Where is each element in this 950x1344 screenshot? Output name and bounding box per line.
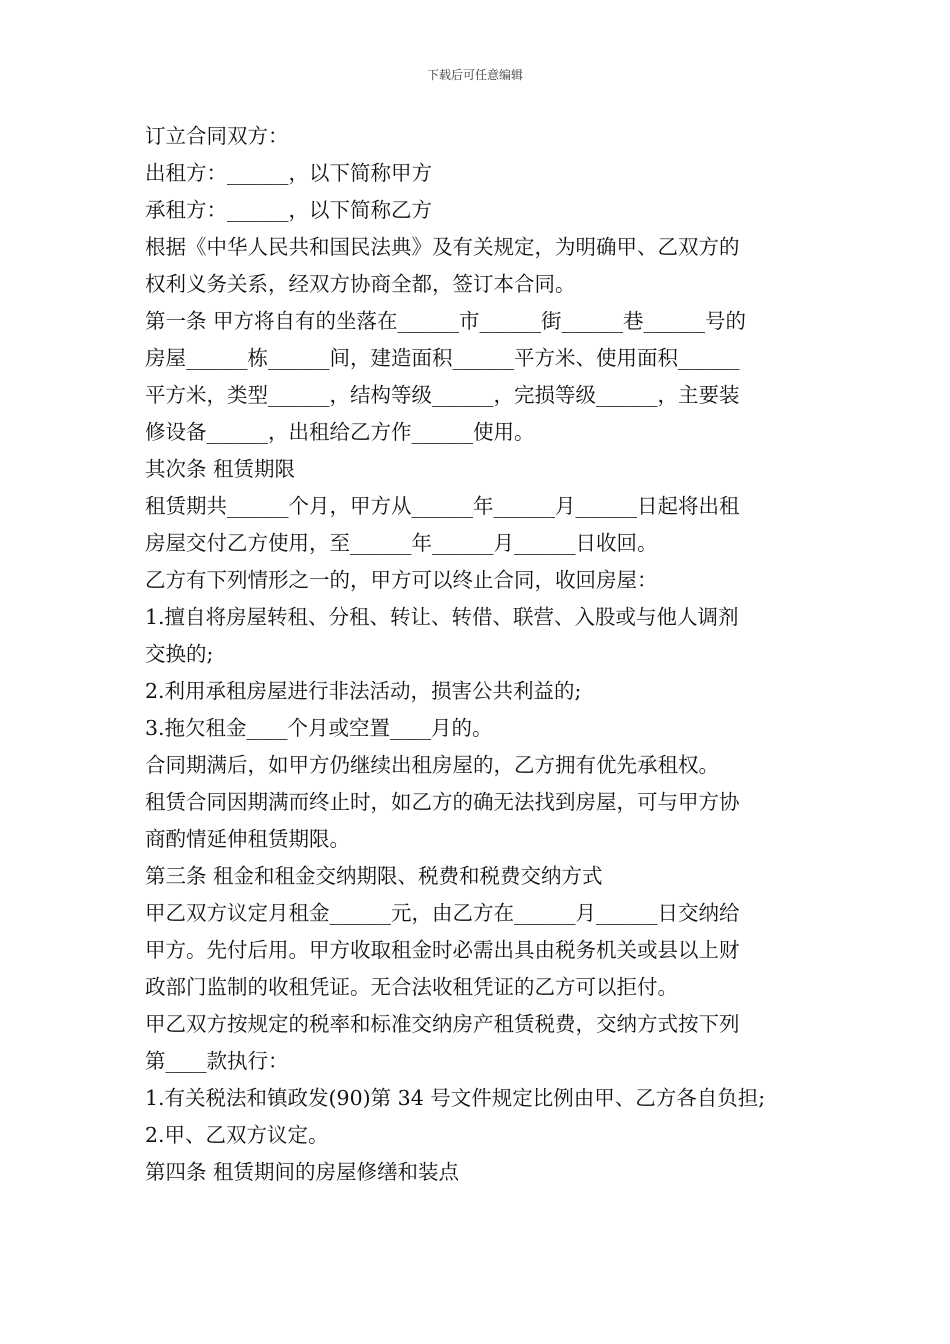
text-line: 承租方：______，以下简称乙方 <box>145 198 432 222</box>
text-line: 3.拖欠租金____个月或空置____月的。 <box>145 716 493 740</box>
text-line: 房屋______栋______间，建造面积______平方米、使用面积______ <box>145 346 740 370</box>
text-line: 第四条 租赁期间的房屋修缮和装点 <box>145 1160 460 1184</box>
text-line: 房屋交付乙方使用，至______年______月______日收回。 <box>145 531 658 555</box>
text-line: 第一条 甲方将自有的坐落在______市______街______巷______号的 <box>145 309 747 333</box>
page-header-note: 下载后可任意编辑 <box>426 68 523 82</box>
text-line: 甲乙双方按规定的税率和标准交纳房产租赁税费，交纳方式按下列 <box>145 1012 740 1036</box>
text-line: 政部门监制的收租凭证。无合法收租凭证的乙方可以拒付。 <box>145 975 678 999</box>
text-line: 甲方。先付后用。甲方收取租金时必需出具由税务机关或县以上财 <box>145 938 740 962</box>
text-line: 租赁合同因期满而终止时，如乙方的确无法找到房屋，可与甲方协 <box>145 790 740 814</box>
text-line: 修设备______，出租给乙方作______使用。 <box>145 420 535 444</box>
text-line: 合同期满后，如甲方仍继续出租房屋的，乙方拥有优先承租权。 <box>145 753 719 777</box>
text-line: 平方米，类型______，结构等级______，完损等级______，主要装 <box>145 383 740 407</box>
text-line: 出租方：______，以下简称甲方 <box>145 161 432 185</box>
text-line: 权利义务关系，经双方协商全都，签订本合同。 <box>145 272 576 296</box>
text-line: 1.有关税法和镇政发(90)第 34 号文件规定比例由甲、乙方各自负担; <box>145 1086 766 1110</box>
text-line: 商酌情延伸租赁期限。 <box>145 827 350 851</box>
text-line: 租赁期共______个月，甲方从______年______月______日起将出租 <box>145 494 740 518</box>
text-line: 2.甲、乙双方议定。 <box>145 1123 329 1147</box>
text-line: 第____款执行： <box>145 1049 289 1073</box>
text-line: 2.利用承租房屋进行非法活动，损害公共利益的; <box>145 679 582 703</box>
text-line: 1.擅自将房屋转租、分租、转让、转借、联营、入股或与他人调剂 <box>145 605 739 629</box>
text-line: 订立合同双方： <box>145 124 289 148</box>
text-line: 乙方有下列情形之一的，甲方可以终止合同，收回房屋： <box>145 568 658 592</box>
text-line: 甲乙双方议定月租金______元，由乙方在______月______日交纳给 <box>145 901 740 925</box>
text-line: 根据《中华人民共和国民法典》及有关规定，为明确甲、乙双方的 <box>145 235 740 259</box>
text-line: 第三条 租金和租金交纳期限、税费和税费交纳方式 <box>145 864 603 888</box>
document-body <box>145 118 810 1191</box>
text-line: 交换的; <box>145 642 214 666</box>
text-line: 其次条 租赁期限 <box>145 457 296 481</box>
